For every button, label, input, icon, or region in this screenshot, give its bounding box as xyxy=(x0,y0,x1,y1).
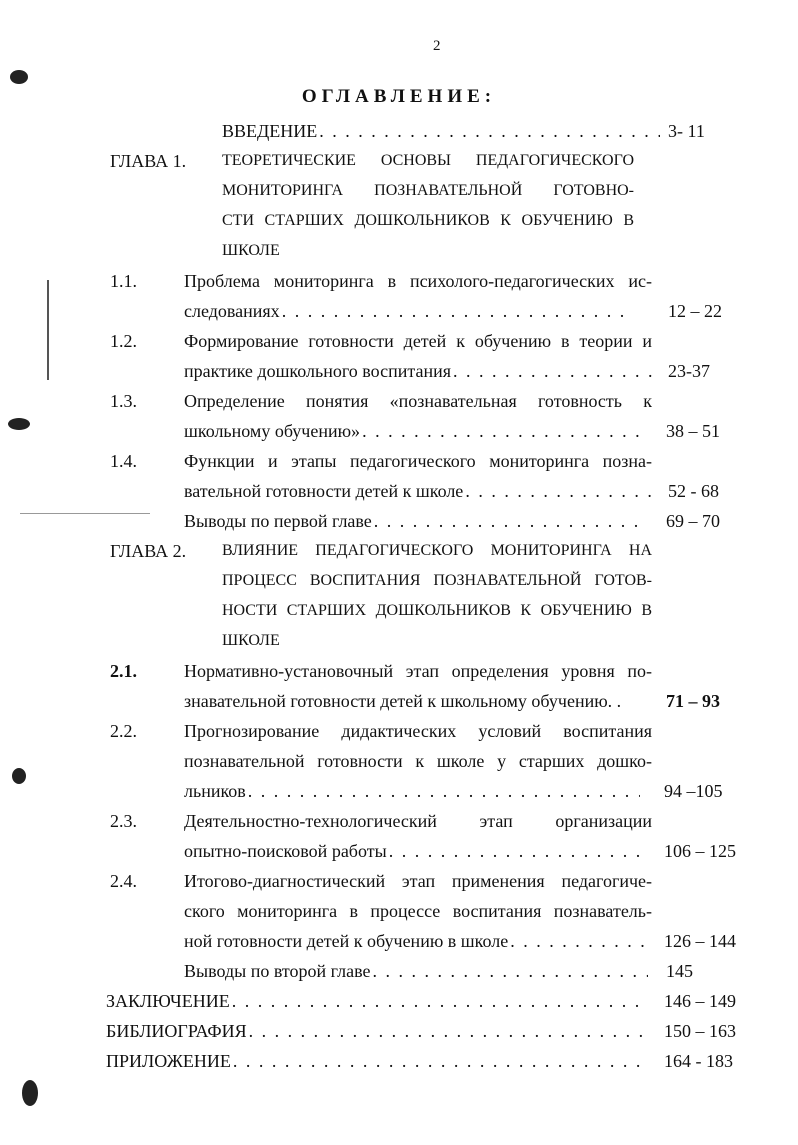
leader-dots xyxy=(510,926,648,956)
toc-entry-pages: 164 - 183 xyxy=(664,1051,733,1071)
toc-entry-intro xyxy=(222,116,660,146)
section-title-line: Функции и этапы педагогического мониторинга позна- xyxy=(184,451,652,471)
leader-dots xyxy=(249,1016,648,1046)
section-number: 2.1. xyxy=(110,661,137,681)
section-number: 2.2. xyxy=(110,721,137,741)
section-title-line: опытно-поисковой работы . . . xyxy=(184,836,648,866)
section-title-line: следованиях . . . xyxy=(184,296,632,326)
scan-streak xyxy=(47,280,49,380)
chapter-2-title-line: ПРОЦЕСС ВОСПИТАНИЯ ПОЗНАВАТЕЛЬНОЙ ГОТОВ- xyxy=(222,572,652,589)
toc-entry-conclusions-2: Выводы по второй главе . . . xyxy=(184,956,648,986)
scan-speck xyxy=(10,70,28,84)
chapter-1-label: ГЛАВА 1. xyxy=(110,151,187,171)
section-number: 1.1. xyxy=(110,271,137,291)
section-title-line: Проблема мониторинга в психолого-педагогических ис- xyxy=(184,271,652,291)
chapter-2-title-line: НОСТИ СТАРШИХ ДОШКОЛЬНИКОВ К ОБУЧЕНИЮ В xyxy=(222,602,652,619)
section-title-line: познавательной готовности к школе у старших дошко- xyxy=(184,751,652,771)
section-pages: 71 – 93 xyxy=(666,691,720,711)
section-pages: 38 – 51 xyxy=(666,421,720,441)
toc-entry-conclusions-1: Выводы по первой главе . . . xyxy=(184,506,640,536)
section-title-line: Определение понятия «познавательная готовность к xyxy=(184,391,652,411)
section-pages: 94 –105 xyxy=(664,781,723,801)
scan-line xyxy=(20,513,150,514)
leader-dots xyxy=(389,836,648,866)
page-number: 2 xyxy=(433,38,441,54)
leader-dots xyxy=(232,986,648,1016)
toc-entry-pages: 69 – 70 xyxy=(666,511,720,531)
leader-dots xyxy=(465,476,652,506)
chapter-1-title-line: МОНИТОРИНГА ПОЗНАВАТЕЛЬНОЙ ГОТОВНО- xyxy=(222,182,634,199)
toc-entry-pages: 145 xyxy=(666,961,693,981)
leader-dots xyxy=(453,356,652,386)
section-title-line: Формирование готовности детей к обучению в теории и xyxy=(184,331,652,351)
section-title-line: ной готовности детей к обучению в школе . . . xyxy=(184,926,648,956)
section-pages: 106 – 125 xyxy=(664,841,736,861)
leader-dots xyxy=(233,1046,648,1076)
toc-entry-appendix: ПРИЛОЖЕНИЕ . . . xyxy=(106,1046,648,1076)
section-number: 2.3. xyxy=(110,811,137,831)
section-title-line: знавательной готовности детей к школьному обучению. . xyxy=(184,691,622,711)
section-title-line: льников . . . xyxy=(184,776,640,806)
chapter-2-title-line: ВЛИЯНИЕ ПЕДАГОГИЧЕСКОГО МОНИТОРИНГА НА xyxy=(222,542,652,559)
section-title-line: практике дошкольного воспитания . . . xyxy=(184,356,652,386)
section-title-line: школьному обучению» . . . xyxy=(184,416,640,446)
toc-entry-conclusion: ЗАКЛЮЧЕНИЕ . . . xyxy=(106,986,648,1016)
toc-entry-bibliography: БИБЛИОГРАФИЯ . . . xyxy=(106,1016,648,1046)
section-number: 1.2. xyxy=(110,331,137,351)
section-pages: 126 – 144 xyxy=(664,931,736,951)
toc-entry-label: ВВЕДЕНИЕ xyxy=(222,121,318,141)
page-title: ОГЛАВЛЕНИЕ: xyxy=(301,86,497,107)
section-pages: 52 - 68 xyxy=(668,481,719,501)
leader-dots xyxy=(362,416,640,446)
section-title-line: Нормативно-установочный этап определения уровня по- xyxy=(184,661,652,681)
leader-dots xyxy=(374,506,640,536)
section-title-line: Итогово-диагностический этап применения педагогиче- xyxy=(184,871,652,891)
section-number: 2.4. xyxy=(110,871,137,891)
scan-speck xyxy=(8,418,30,430)
section-title-line: Прогнозирование дидактических условий воспитания xyxy=(184,721,652,741)
toc-entry-pages: 146 – 149 xyxy=(664,991,736,1011)
section-title-line: Деятельностно-технологический этап организации xyxy=(184,811,652,831)
toc-entry-pages: 150 – 163 xyxy=(664,1021,736,1041)
section-number: 1.4. xyxy=(110,451,137,471)
leader-dots xyxy=(282,296,632,326)
toc-entry-pages: 3- 11 xyxy=(668,121,705,141)
scan-speck xyxy=(12,768,26,784)
scan-speck xyxy=(22,1080,38,1106)
section-title-line: ского мониторинга в процессе воспитания познаватель- xyxy=(184,901,652,921)
chapter-1-title-line: СТИ СТАРШИХ ДОШКОЛЬНИКОВ К ОБУЧЕНИЮ В xyxy=(222,212,634,229)
leader-dots xyxy=(248,776,640,806)
chapter-1-title-line: ТЕОРЕТИЧЕСКИЕ ОСНОВЫ ПЕДАГОГИЧЕСКОГО xyxy=(222,152,634,169)
chapter-1-title-line: ШКОЛЕ xyxy=(222,242,280,259)
chapter-2-title-line: ШКОЛЕ xyxy=(222,632,280,649)
leader-dots xyxy=(372,956,648,986)
section-number: 1.3. xyxy=(110,391,137,411)
section-pages: 12 – 22 xyxy=(668,301,722,321)
chapter-2-label: ГЛАВА 2. xyxy=(110,541,187,561)
section-title-line: вательной готовности детей к школе . . . xyxy=(184,476,652,506)
section-pages: 23-37 xyxy=(668,361,710,381)
leader-dots xyxy=(319,116,660,146)
